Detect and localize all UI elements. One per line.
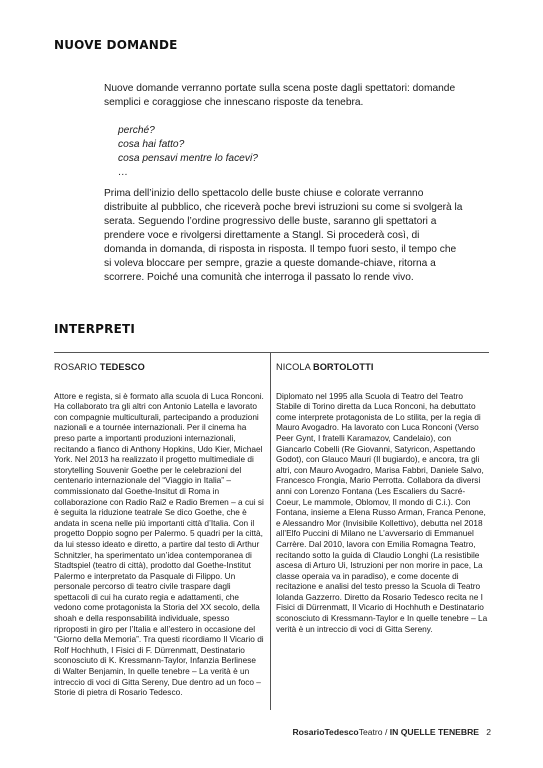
column-divider <box>270 352 271 710</box>
bio-column-right <box>276 362 488 634</box>
description-paragraph: Prima dell’inizio dello spettacolo delle buste chiuse e colorate verranno distribuite al pubblico, che riceverà poche brevi istruzioni su come si svolgerà la serata. Seguendo l’ordine progressivo delle buste, saranno gli spettatori a prendere voce e rivolgersi direttamente a Stangl. Si procederà così, di domanda in domanda, di risposta in risposta. Il tempo fuori sesto, il tempo che si voleva bloccare per sempre, grazie a queste domande-chiave, ritorna a scorrere. Poiché una comunità che interroga il passato lo rende vivo. <box>104 188 463 283</box>
bio-column-left <box>54 362 264 698</box>
description-text <box>104 187 464 285</box>
performer-name: ROSARIO TEDESCO <box>54 362 145 372</box>
page-number: 2 <box>486 727 491 737</box>
section-title-interpreti: INTERPRETI <box>54 322 136 336</box>
performer-bio: Diplomato nel 1995 alla Scuola di Teatro del Teatro Stabile di Torino diretta da Luca Ronconi, ha debuttato come interprete protagonista de Lo stilita, per la regia di Mauro Avogadro. Ha lavorato con Luca Ronconi (Verso Peer Gynt, I fratelli Karamazov, Candelaio), con Giancarlo Cobelli (Re Giovanni, Satyricon, Aspettando Godot), con Glauco Mauri (Il bugiardo), e ancora, tra gli altri, con Mauro Avogadro, Marisa Fabbri, Daniele Salvo, Francesco Frongia, Mario Perrotta. Collabora da diversi anni con Lorenzo Fontana (Les Escaliers du Sacré-Coeur, Le mammole, Oblomov, Il mondo di C.i.). Con Fontana, insieme a Elena Russo Arman, Franca Penone, e Alessandro Mor (Invisibile Kollettivo), debutta nel 2018 all’Elfo Puccini di Milano ne L’avversario di Emmanuel Carrère. Dal 2010, lavora con Emilia Romagna Teatro, recitando sotto la guida di Claudio Longhi (La resistibile ascesa di Arturo Ui, Istruzioni per non morire in pace, La classe operaia va in paradiso), e come docente di recitazione e analisi del testo presso la Scuola di Teatro Iolanda Gazzerro. Diretto da Rosario Tedesco recita ne I Fisici di Dürrenmatt, Il Vicario di Hochhuth e Destinatario sconosciuto di Kressmann-Taylor e In quelle tenebre – La verità è un intreccio di voci di Gitta Sereny. <box>276 390 488 634</box>
question-item: cosa hai fatto? <box>118 139 185 150</box>
section-title-nuove-domande: NUOVE DOMANDE <box>54 38 178 52</box>
performer-name: NICOLA BORTOLOTTI <box>276 362 374 372</box>
question-item: perché? <box>118 125 155 136</box>
divider-line <box>54 352 489 353</box>
intro-text <box>104 82 464 110</box>
question-item: … <box>118 167 129 178</box>
intro-paragraph: Nuove domande verranno portate sulla scena poste dagli spettatori: domande semplici e coraggiose che innescano risposte da tenebra. <box>104 83 456 108</box>
page-footer: RosarioTedescoTeatro / IN QUELLE TENEBRE 2 <box>292 727 491 737</box>
performer-bio: Attore e regista, si è formato alla scuola di Luca Ronconi. Ha collaborato tra gli altri con Antonio Latella e lavorato con compagnie multiculturali, partecipando a produzioni nazionali e a tournée internazionali. Per il cinema ha preso parte a importanti produzioni internazionali, recitando a fianco di Anthony Hopkins, Udo Kier, Michael York. Nel 2013 ha realizzato il progetto multimediale di storytelling Souvenir Goethe per le celebrazioni del centenario internazionale del “Viaggio in Italia” – commissionato dal Goethe-Insitut di Roma in collaborazione con Radio Rai2 e Radio Bremen – a cui si è seguita la riduzione teatrale Se dico Goethe, che è andata in scena nelle più importanti città d’Italia. Con il progetto Doppio sogno per Palermo. 5 quadri per la città, da lui stesso ideato e diretto, a partire dal testo di Arthur Schnitzler, ha sperimentato un’idea contemporanea di Stadtspiel (teatro di città), prodotto dal Goethe-Institut Palermo e interpretato da Pasquale di Filippo. Un personale percorso di teatro civile traspare dagli spettacoli di cui ha curato regia e adattamenti, che vedono come protagonista la Storia del XX secolo, della shoah e della responsabilità individuale, spesso riproposti in giro per l’Italia e all’estero in occasione del “Giorno della Memoria”. Tra questi ricordiamo Il Vicario di Rolf Hochhuth, I Fisici di F. Dürrenmatt, Destinatario sconosciuto di K. Kressmann-Taylor, Infanzia Berlinese di Walter Benjamin, In quelle tenebre – La verità è un intreccio di voci di Gitta Sereny, Due dentro ad un foco – Storie di pietra di Rosario Tedesco. <box>54 390 264 698</box>
question-item: cosa pensavi mentre lo facevi? <box>118 153 258 164</box>
questions-list <box>118 124 258 180</box>
